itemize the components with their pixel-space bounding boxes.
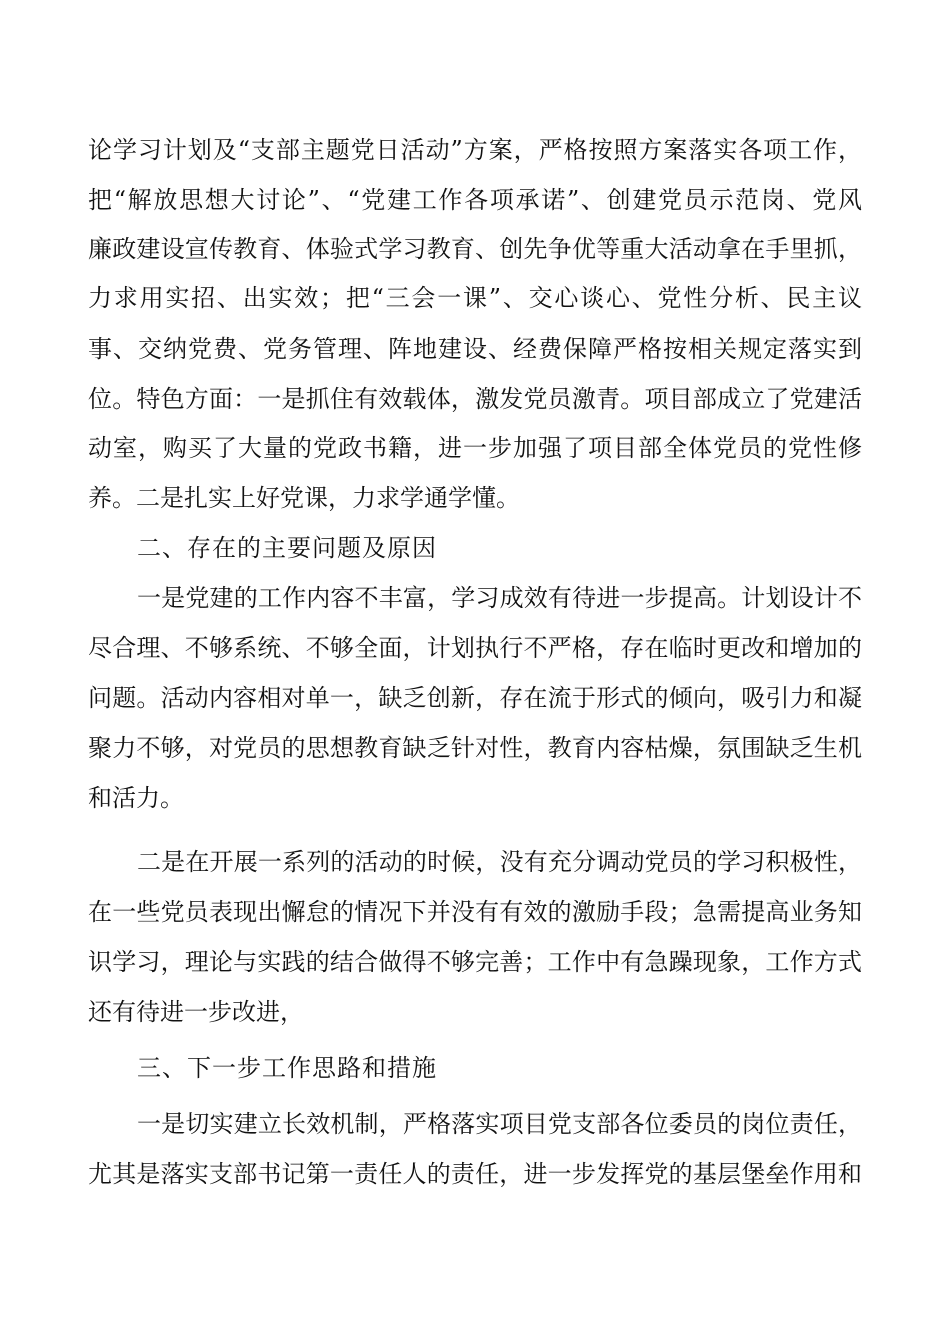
body-text-line: 识学习，理论与实践的结合做得不够完善；工作中有急躁现象，工作方式 [88, 948, 862, 976]
body-text-line: 论学习计划及“支部主题党日活动”方案，严格按照方案落实各项工作， [88, 136, 862, 164]
body-text-line: 廉政建设宣传教育、体验式学习教育、创先争优等重大活动拿在手里抓， [88, 235, 862, 263]
body-text-line: 问题。活动内容相对单一，缺乏创新，存在流于形式的倾向，吸引力和凝 [88, 684, 862, 712]
body-text-line: 聚力不够，对党员的思想教育缺乏针对性，教育内容枯燥，氛围缺乏生机 [88, 734, 862, 762]
body-text-line: 还有待进一步改进， [88, 998, 304, 1026]
body-text-line: 事、交纳党费、党务管理、阵地建设、经费保障严格按相关规定落实到 [88, 335, 862, 363]
body-text-line: 力求用实招、出实效；把“三会一课”、交心谈心、党性分析、民主议 [88, 284, 862, 312]
body-text-line: 和活力。 [88, 784, 184, 812]
body-text-line: 一是党建的工作内容不丰富，学习成效有待进一步提高。计划设计不 [137, 584, 862, 612]
body-text-line: 位。特色方面：一是抓住有效载体，激发党员激青。项目部成立了党建活 [88, 385, 862, 413]
body-text-line: 尽合理、不够系统、不够全面，计划执行不严格，存在临时更改和增加的 [88, 634, 862, 662]
body-text-line: 在一些党员表现出懈怠的情况下并没有有效的激励手段；急需提高业务知 [88, 898, 862, 926]
body-text-line: 二是在开展一系列的活动的时候，没有充分调动党员的学习积极性， [137, 848, 862, 876]
section-heading: 二、存在的主要问题及原因 [137, 534, 437, 562]
section-heading: 三、下一步工作思路和措施 [137, 1054, 437, 1082]
body-text-line: 把“解放思想大讨论”、“党建工作各项承诺”、创建党员示范岗、党风 [88, 186, 862, 214]
body-text-line: 动室，购买了大量的党政书籍，进一步加强了项目部全体党员的党性修 [88, 434, 862, 462]
body-text-line: 尤其是落实支部书记第一责任人的责任，进一步发挥党的基层堡垒作用和 [88, 1160, 862, 1188]
body-text-line: 养。二是扎实上好党课，力求学通学懂。 [88, 484, 520, 512]
body-text-line: 一是切实建立长效机制，严格落实项目党支部各位委员的岗位责任， [137, 1110, 862, 1138]
